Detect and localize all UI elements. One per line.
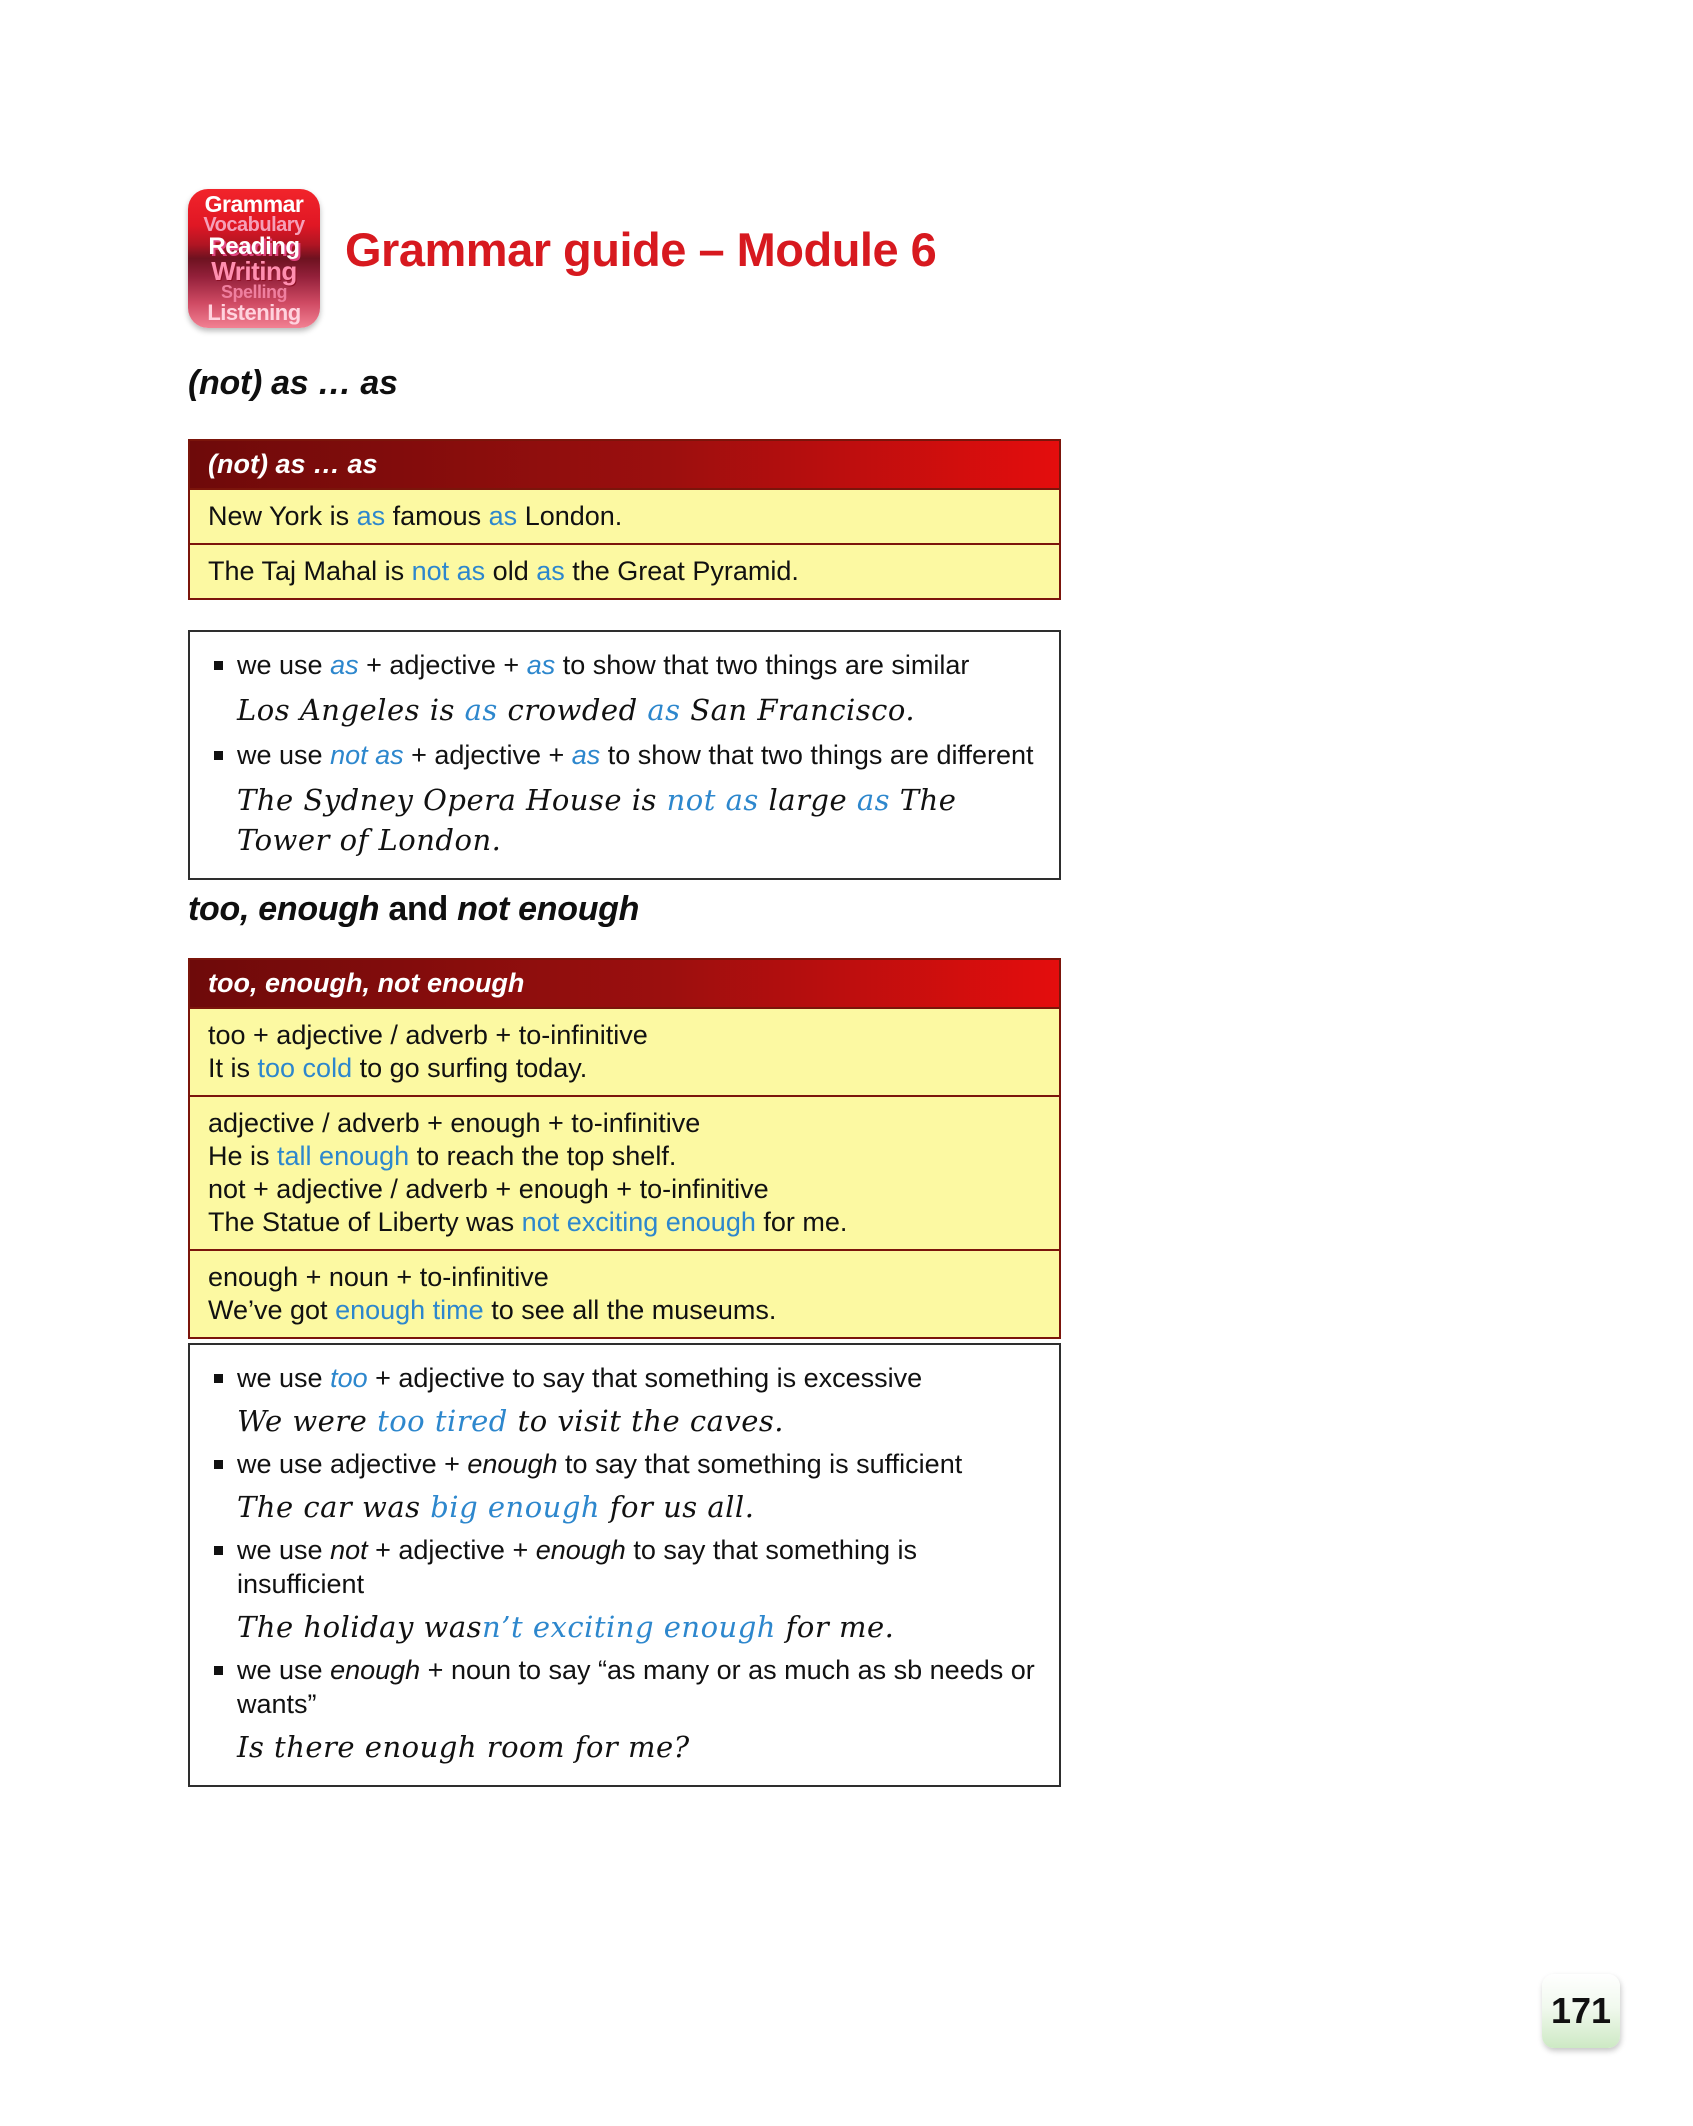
- note-bullet-item: [214, 648, 1035, 682]
- table-row: [190, 1251, 1059, 1337]
- note-text: we use adjective + enough to say that something is sufficient: [237, 1449, 963, 1479]
- note-text: we use enough + noun to say “as many or as much as sb needs or wants”: [237, 1655, 1035, 1719]
- notes-box-not-as-as: [188, 630, 1061, 880]
- table-row-line: The Taj Mahal is not as old as the Great Pyramid.: [208, 556, 799, 586]
- note-example-item: The holiday wasn’t exciting enough for me.: [237, 1610, 895, 1644]
- note-bullet-item: [214, 738, 1035, 772]
- note-example-item: The car was big enough for us all.: [237, 1490, 755, 1524]
- page-number-badge: 171: [1542, 1974, 1620, 2048]
- note-example-item: Is there enough room for me?: [237, 1730, 690, 1764]
- skills-logo-icon: [188, 189, 320, 328]
- section-heading-too-enough: too, enough and not enough: [188, 890, 640, 928]
- note-bullet-item: [214, 1653, 1035, 1721]
- notes-box-too-enough: [188, 1343, 1061, 1787]
- note-text: we use not + adjective + enough to say that something is insufficient: [237, 1535, 917, 1599]
- table-header: too, enough, not enough: [190, 960, 1059, 1009]
- table-row: [190, 1097, 1059, 1251]
- table-row: [190, 490, 1059, 545]
- logo-line-vocabulary: Vocabulary: [203, 213, 305, 236]
- table-row-line: adjective / adverb + enough + to-infinitive: [208, 1108, 701, 1138]
- table-row: [190, 545, 1059, 598]
- table-row-line: We’ve got enough time to see all the museums.: [208, 1295, 777, 1325]
- note-example-item: The Sydney Opera House is not as large as The Tower of London.: [237, 783, 957, 857]
- logo-line-writing: Writing: [211, 256, 297, 286]
- table-row-line: It is too cold to go surfing today.: [208, 1053, 588, 1083]
- note-example-item: Los Angeles is as crowded as San Francisco.: [237, 693, 916, 727]
- logo-line-reading: Reading: [208, 233, 300, 261]
- logo-line-listening: Listening: [207, 300, 301, 326]
- table-row-line: He is tall enough to reach the top shelf.: [208, 1141, 677, 1171]
- bullet-square-icon: [214, 1546, 223, 1555]
- section-heading-not-as-as: (not) as … as: [188, 364, 398, 402]
- logo-line-grammar: Grammar: [204, 191, 304, 218]
- note-bullet-item: [214, 1361, 1035, 1395]
- table-row: [190, 1009, 1059, 1097]
- note-bullet-item: [214, 1533, 1035, 1601]
- bullet-square-icon: [214, 1666, 223, 1675]
- page-title: Grammar guide – Module 6: [345, 223, 937, 276]
- grammar-table-too-enough: [188, 958, 1061, 1339]
- note-example-item: We were too tired to visit the caves.: [237, 1404, 785, 1438]
- table-row-line: enough + noun + to-infinitive: [208, 1262, 549, 1292]
- table-header: (not) as … as: [190, 441, 1059, 490]
- table-row-line: not + adjective / adverb + enough + to-infinitive: [208, 1174, 769, 1204]
- bullet-square-icon: [214, 1374, 223, 1383]
- note-bullet-item: [214, 1447, 1035, 1481]
- grammar-table-not-as-as: [188, 439, 1061, 600]
- note-text: we use too + adjective to say that something is excessive: [237, 1363, 923, 1393]
- bullet-square-icon: [214, 1460, 223, 1469]
- bullet-square-icon: [214, 751, 223, 760]
- note-text: we use not as + adjective + as to show that two things are different: [237, 740, 1034, 770]
- table-row-line: The Statue of Liberty was not exciting enough for me.: [208, 1207, 848, 1237]
- table-row-line: New York is as famous as London.: [208, 501, 623, 531]
- bullet-square-icon: [214, 661, 223, 670]
- logo-line-spelling: Spelling: [220, 282, 287, 303]
- note-text: we use as + adjective + as to show that two things are similar: [237, 650, 970, 680]
- table-row-line: too + adjective / adverb + to-infinitive: [208, 1020, 648, 1050]
